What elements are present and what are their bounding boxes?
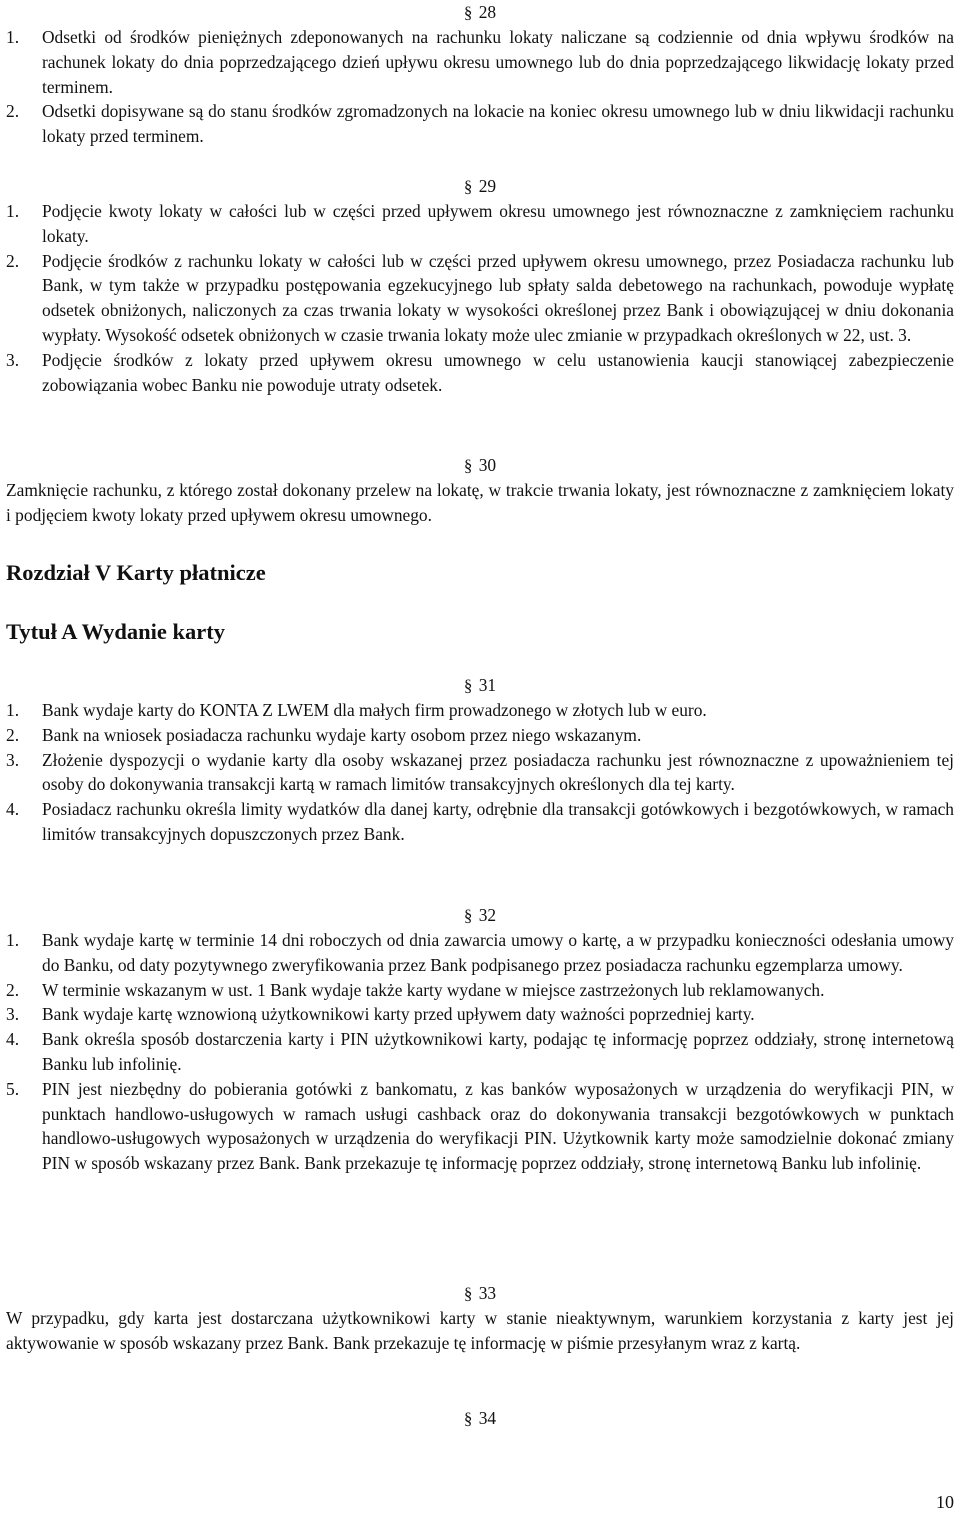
section-text: Zamknięcie rachunku, z którego został dokonany przelew na lokatę, w trakcie trwania lokaty, jest równoznaczne z zamknięciem lokaty i podjęciem kwoty lokaty przed upływem okresu umownego. [6,480,954,525]
section-29 [6,174,954,397]
section-text: W przypadku, gdy karta jest dostarczana użytkownikowi karty w stanie nieaktywnym, warunkiem korzystania z karty jest jej aktywowanie w sposób wskazany przez Bank. Bank przekazuje tę informację w piśmie przesyłanym wraz z kartą. [6,1308,954,1353]
page-number: 10 [936,1492,954,1512]
list-item: 1. Bank wydaje karty do KONTA Z LWEM dla małych firm prowadzonego w złotych lub w euro. [6,700,707,720]
section-heading: § 29 [463,176,497,196]
section-heading: § 33 [463,1283,497,1303]
section-sign: § [463,676,473,695]
list-item: 5. PIN jest niezbędny do pobierania gotówki z bankomatu, z kas banków wyposażonych w urządzenia do weryfikacji PIN, w punktach handlowo-usługowych w ramach usługi cashback oraz do dokonywania transakcji bezgotówkowych w punktach handlowo-usługowych wyposażonych w urządzenia do weryfikacji PIN. Użytkownik karty może samodzielnie dokonać zmiany PIN w sposób wskazany przez Bank. Bank przekazuje tę informację poprzez oddziały, stronę internetową Banku lub infolinię. [6,1078,954,1174]
section-heading: § 34 [463,1408,497,1428]
section-34 [6,1406,954,1431]
section-28 [6,0,954,149]
section-sign: § [463,456,473,475]
list-item: 2. Podjęcie środków z rachunku lokaty w całości lub w części przed upływem okresu umownego, przez Posiadacza rachunku lub Bank, w tym także w przypadku postępowania egzekucyjnego lub spłaty salda debetowego na rachunkach, powoduje wypłatę odsetek obniżonych, naliczonych za czas trwania lokaty w wysokości określonej przez Bank i obowiązującej w dniu dokonania wypłaty. Wysokość odsetek obniżonych w czasie trwania lokaty może ulec zmianie w przypadkach określonych w 22, ust. 3. [6,250,954,345]
list-item: 3. Podjęcie środków z lokaty przed upływem okresu umownego w celu ustanowienia kaucji stanowiącej zabezpieczenie zobowiązania wobec Banku nie powoduje utraty odsetek. [6,349,954,395]
section-heading: § 30 [463,455,497,475]
section-heading: § 31 [463,675,497,695]
section-sign: § [463,1409,473,1428]
section-33 [6,1281,954,1356]
section-30 [6,453,954,528]
section-sign: § [463,1284,473,1303]
list-item: 1. Bank wydaje kartę w terminie 14 dni roboczych od dnia zawarcia umowy o kartę, a w przypadku konieczności odesłania umowy do Banku, od daty pozytywnego zweryfikowania przez Bank podpisanego przez posiadacza rachunku egzemplarza umowy. [6,930,954,975]
list-item: 4. Posiadacz rachunku określa limity wydatków dla danej karty, odrębnie dla transakcji gotówkowych i bezgotówkowych, w ramach limitów transakcyjnych dopuszczonych przez Bank. [6,799,954,844]
section-32 [6,903,954,1176]
list-item: 3. Złożenie dyspozycji o wydanie karty dla osoby wskazanej przez posiadacza rachunku jest równoznaczne z upoważnieniem tej osoby do dokonywania transakcji kartą w ramach limitów transakcyjnych określonych dla tej karty. [6,749,954,795]
section-heading: § 32 [463,905,497,925]
list-item: 1. Podjęcie kwoty lokaty w całości lub w części przed upływem okresu umownego jest równoznaczne z zamknięciem rachunku lokaty. [6,201,954,246]
section-sign: § [463,3,473,22]
title-heading: Tytuł A Wydanie karty [6,619,226,644]
section-31 [6,673,954,847]
section-heading: § 28 [463,2,497,22]
section-sign: § [463,906,473,925]
list-item: 2. W terminie wskazanym w ust. 1 Bank wydaje także karty wydane w miejsce zastrzeżonych lub reklamowanych. [6,979,825,1000]
section-sign: § [463,177,473,196]
list-item: 3. Bank wydaje kartę wznowioną użytkownikowi karty przed upływem daty ważności poprzedniej karty. [6,1004,755,1025]
list-item: 2. Bank na wniosek posiadacza rachunku wydaje karty osobom przez niego wskazanym. [6,724,642,745]
list-item: 4. Bank określa sposób dostarczenia karty i PIN użytkownikowi karty, podając tę informację poprzez oddziały, stronę internetową Banku lub infolinię. [6,1029,954,1074]
chapter-heading: Rozdział V Karty płatnicze [6,560,266,585]
list-item: 1. Odsetki od środków pieniężnych zdeponowanych na rachunku lokaty naliczane są codziennie od dnia wpływu środków na rachunek lokaty do dnia poprzedzającego dzień upływu okresu umownego lub do dnia poprzedzającego likwidację lokaty przed terminem. [6,27,954,97]
list-item: 2. Odsetki dopisywane są do stanu środków zgromadzonych na lokacie na koniec okresu umownego lub w dniu likwidacji rachunku lokaty przed terminem. [6,101,954,147]
